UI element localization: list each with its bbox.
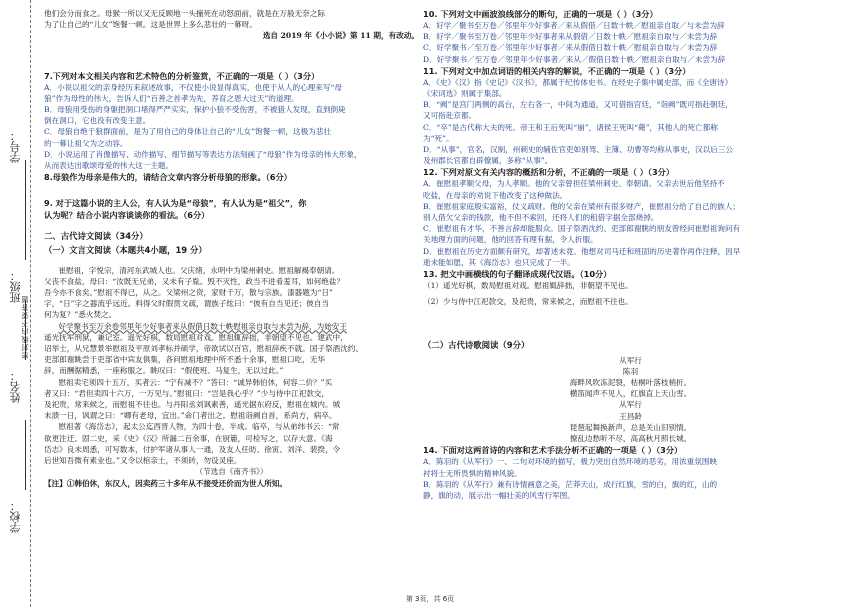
passage-line: 何为复？”悉火焚之。 — [44, 310, 117, 320]
intro-line: 为了让自己的“儿女”饱餐一顿。这是世界上多么悲壮的一幕呀。 — [44, 20, 257, 30]
left-column — [44, 8, 419, 489]
passage-source: （节选自《南齐书》） — [195, 467, 268, 477]
poem-line: 海畔风吹冻泥裂，枯桐叶落枝梢折。 — [569, 378, 692, 388]
passage-line: 崔慰祖，字悦宗，清河东武城人也。父庆绪，永明中为梁州刺史。慰祖解褐奉朝请。 — [58, 265, 340, 275]
q11-option: 及州郡长官都自辟僚属，多称“从事”。 — [423, 156, 553, 166]
question-13-stem: 13. 把文中画横线的句子翻译成现代汉语。（10分） — [423, 269, 612, 280]
right-column — [423, 8, 838, 501]
q10-option: D．好学聚书／至万卷／邻里年少好事者／来从／假借日数十帙／慰祖亲自取与／未尝为辞 — [423, 54, 726, 64]
name-label: 姓名： — [9, 370, 22, 403]
binding-dashed-line — [30, 0, 31, 607]
q12-option: C．崔慰祖有才华，不善言辞却能服众。国子祭酒沈约、吏部郎谢朓的朋友曾经问崔慰祖询问有 — [423, 224, 741, 234]
q12-option: 吃盐，在母亲的劝说下他改变了这种做法。 — [423, 190, 568, 200]
school-label: 学校： — [9, 500, 22, 533]
q7-option: C．母狼自绝于狼群面前，是为了用自己的身体让自己的“儿女”饱餐一顿，这极为悲壮 — [44, 127, 331, 137]
question-7-stem: 7.下列对本文相关内容和艺术特色的分析鉴赏，不正确的一项是（ ）（3分） — [44, 70, 320, 81]
question-8: 8.母狼作为母亲是伟大的，请结合文章内容分析母狼的形象。（6分） — [44, 172, 292, 183]
q14-option: 静，旗的动，展示出一幅壮美的风雪行军图。 — [423, 490, 575, 500]
q11-option: C．“卒”是古代称大夫的死。帝王和王后死叫“崩”，诸侯王死叫“薨”，其他人的死亡都称 — [423, 122, 718, 132]
q7-option: 倒在洞口，它也没有改变主意。 — [44, 116, 151, 126]
poem-2-title: 从军行 — [619, 400, 642, 410]
q13-item: （1）遥光好棋，数局慰祖对戏。慰祖辄辞拙，非朝望不见也。 — [423, 281, 633, 291]
passage-line: 后世知吾微有素业也。”又令以棺亲土，不须砖，勿设灵座。 — [44, 456, 242, 466]
q13-item: （2）少与侍中江祀款交，及祀贵，常来候之，而慰祖不往也。 — [423, 297, 633, 307]
passage-line: 者又曰：“君但卖四十六万，一万见与。”慰祖曰：“岂是我心乎？”少与侍中江祀款交， — [44, 388, 330, 398]
poem-line: 撩乱边愁听不尽，高高秋月照长城。 — [569, 434, 692, 444]
class-label: 班级： — [9, 270, 22, 303]
id-label: 学号： — [9, 130, 22, 163]
question-12-stem: 12. 下列对原文有关内容的概括和分析，不正确的一项是（ ）（3分） — [423, 167, 675, 178]
passage-line: 岱志》良未周悉，可写数本，付护军诸从事人一通，及友人任昉、徐寅、刘洋、裴揆，令 — [44, 444, 341, 454]
subsection-2-heading: （二）古代诗歌阅读（9分） — [423, 340, 530, 351]
q7-option: D．小说运用了肖像描写、动作描写、细节描写等表达方法刻画了“母狼”作为母亲的伟大形象， — [44, 149, 362, 159]
binding-margin — [0, 0, 40, 607]
q14-option: 衬将士无所畏惧的精神风貌。 — [423, 468, 522, 478]
footnote: 【注】①韩伯休，东汉人，因卖药三十多年从不接受还价而为世人所知。 — [44, 478, 287, 488]
passage-line: 遥光抚军刑狱，兼记室。遥光好棋，数局慰祖对戏。慰祖辄辞拙，非朝望不见也。建武中， — [44, 332, 348, 342]
passage-line: 及祀贵，常来候之，而慰祖不往也。与丹阳丞刘讽素善，遥光据东府反，慰祖在城内。城 — [44, 400, 341, 410]
q11-option: B．“阙”是宫门两侧的高台，左右各一，中间为通道，又可借指宫廷，“诣阙”既可指赴朝廷， — [423, 100, 733, 110]
passage-line: 吾今亦不食矣。”慰祖不得已，从之。父梁州之资，家财千万，散与宗族。漆器题为“日” — [44, 288, 333, 298]
question-11-stem: 11. 下列对文中加点词语的相关内容的解说，不正确的一项是（ ）（3分） — [423, 65, 691, 76]
q11-option: D．“从事”，官名，汉制，州刺史的辅佐官吏如别驾、主簿、功曹等均称从事史，汉以后三公 — [423, 145, 734, 155]
poem-line: 横笛闻声不见人，红旗直上天山雪。 — [569, 389, 692, 399]
q12-option: 别人借欠父亲的钱款，他不但不索回，还将人们的租借字据全部烧掉。 — [423, 213, 659, 223]
question-9: 9. 对于这篇小说的主人公，有人认为是“母狼”，有人认为是“祖父”，你 — [44, 198, 307, 209]
q11-option: A．《史》《汉》指《史记》《汉书》，都属于纪传体史书。在经史子集中属史部，而《全唐诗》 — [423, 77, 733, 87]
section-2-heading: 二、古代诗文阅读（34分） — [44, 231, 148, 242]
question-9: 认为呢？结合小说内容谈谈你的看法。（6分） — [44, 210, 210, 221]
passage-line: 慰祖卖宅须四十五万，买者云：“宁有减不？”答曰：“诚异韩伯休，何容二价？”买 — [58, 377, 333, 387]
q12-option: 关地理方面的问题，他的回答有理有据，令人折服。 — [423, 235, 598, 245]
q12-option: 逝未能如愿，其《海岱志》也只完成了一半。 — [423, 257, 575, 267]
q7-option: A．小说以祖父的亲身经历来叙述故事，不仅使小说显得真实，也使于从人的心理来写“母 — [44, 82, 342, 92]
poem-1-author: 陈羽 — [622, 366, 639, 376]
passage-line: 好学聚书至万余卷邻里年少好事者来从假借日数十帙慰祖亲自取与未尝为辞，为始安王 — [58, 321, 347, 331]
story-source: 选自 2019 年《小小说》第 11 期，有改动。 — [262, 31, 419, 41]
passage-line: 欲更注迁、固二史，采《史》《汉》所漏二百余事，在厨簏，可检写之，以存大意。《海 — [44, 433, 333, 443]
q11-option: 又可指赴京都。 — [423, 111, 477, 121]
q10-option: B．好学／聚书至万卷／邻里年少好事者来从假借／日数十帙／慰祖亲自取与／未尝为辞 — [423, 32, 718, 42]
intro-line: 他们会分而食之。母猴一所以又无反顾地一头撞死在动怒面前，就是在万般无奈之际 — [44, 9, 325, 18]
id-fill-line — [25, 160, 26, 260]
passage-line: 字，“日”字之器流乎远近。料得父时假贯文疏，谓族子纮曰：“彼有自当见还；彼自当 — [44, 299, 330, 309]
q10-option: C．好学聚书／至万卷／邻里年少好事者／来从假借日数十帙／慰祖亲自取与／未尝为辞 — [423, 43, 718, 53]
passage-line: 吏部郎谢眺尝于吏部省中宾友俱集，各问慰祖地理中所不悉十余事，慰祖口吃，无华 — [44, 355, 325, 365]
passage-line: 未溃一日，讽谓之曰：“卿有老母，宜出。”命门者出之。慰祖诣阙自首，系尚方，病卒。 — [44, 411, 337, 421]
q7-option: 从而表达出歌颂母爱的伟大这一主题。 — [44, 161, 174, 171]
page-footer: 第 3页，共 6页 — [405, 595, 455, 603]
poem-line: 琵琶起舞换新声，总是关山旧别情。 — [569, 422, 692, 432]
passage-line: 辞，而酬据精悉，一座称服之。眺叹曰：“假使班、马复生，无以过此。” — [44, 366, 284, 376]
q12-option: A．崔慰祖孝顺父母，为人孝顺。他的父亲曾担任梁州刺史、奉朝请。父亲去世后他坚持不 — [423, 179, 725, 189]
question-10-stem: 10. 下列对文中画波浪线部分的断句，正确的一项是（ ）（3分） — [423, 9, 658, 19]
q14-option: B．陈羽的《从军行》兼有诗情画意之美，茫莽天山，成行红旗，雪的白，旗的红，山的 — [423, 479, 718, 489]
passage-line: 父丧不食盐，母曰：“汝既无兄弟，又未有子胤。毁不灭性，政当不进肴羞耳，如何绝盐？ — [44, 276, 345, 286]
passage-line: 慰祖著《海岱志》，起太公迄西晋人物，为四十卷，半成。临卒，与从弟纬书云：“常 — [58, 422, 340, 432]
poem-1-title: 从军行 — [619, 355, 642, 365]
q7-option: 的一幕让祖父为之动容。 — [44, 138, 128, 148]
q12-option: B．崔慰祖家庭殷实富裕，仗义疏财。他的父亲在梁州有很多财产，崔慰祖分给了自己的族人； — [423, 201, 740, 211]
q7-option: B．母狼用受伤的身躯把洞口堵得严严实实，保护小狼不受伤害，不被猎人发现，直到倒毙 — [44, 105, 346, 115]
q14-option: A．陈羽的《从军行》一、二句对环境的描写，极力突出自然环境的恶劣，用浓重氛围映 — [423, 457, 718, 467]
question-14-stem: 14. 下面对这两首诗的内容和艺术手法分析不正确的一项是（ ）（3分） — [423, 445, 683, 456]
seal-note: 密封线内不要答题 — [21, 295, 29, 359]
q10-option: A．好学／聚书至万卷／邻里年少好事者／来从假借／日数十帙／慰祖亲自取／与未尝为辞 — [423, 21, 725, 30]
passage-line: 诏举士，从兄慧景举慰祖及平原刘孝标并硕学，帝欲试以百官，慰祖辞疾不就。国子祭酒沈约、 — [44, 344, 363, 354]
q11-option: 《宋词选》则属于集部。 — [423, 89, 507, 99]
subsection-1-heading: （一）文言文阅读（本题共4小题，19 分） — [44, 245, 207, 256]
poem-2-author: 王昌龄 — [619, 411, 642, 421]
q11-option: 为“死”。 — [423, 133, 454, 143]
q12-option: D．崔慰祖在历史方面颇有研究，却著述未竟。他想对司马迁和班固的历史著作再作注释，因早 — [423, 246, 741, 256]
q7-option: 狼”作为母性的伟大，告诉人们“百善之首孝为先，养育之恩大过天”的道理。 — [44, 93, 299, 103]
school-fill-line — [25, 420, 26, 490]
